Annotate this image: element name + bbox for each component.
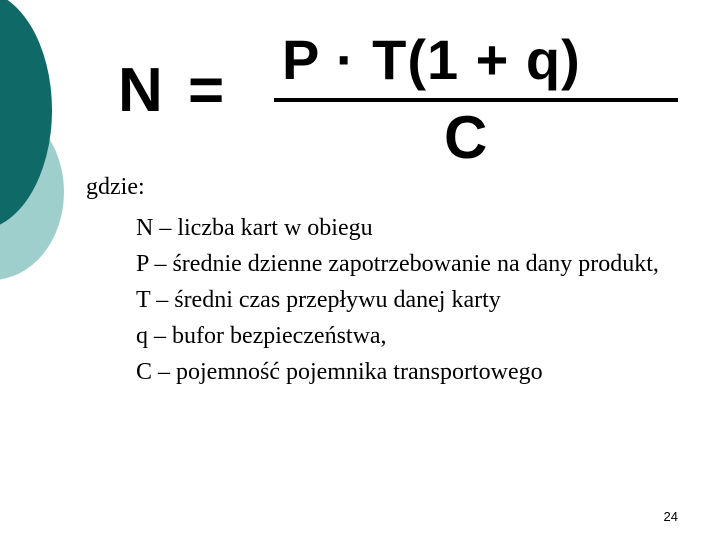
definition-list xyxy=(136,217,706,397)
fraction-bar xyxy=(274,98,678,102)
definition-p: P – średnie dzienne zapotrzebowanie na dany produkt, xyxy=(136,251,659,277)
formula-lhs: N = xyxy=(118,56,229,125)
page-number: 24 xyxy=(663,509,678,524)
formula-numerator: P · T(1 + q) xyxy=(282,28,581,91)
formula-denominator: C xyxy=(444,104,488,171)
definition-t: T – średni czas przepływu danej karty xyxy=(136,287,501,313)
formula xyxy=(0,0,720,180)
definition-n: N – liczba kart w obiegu xyxy=(136,215,373,241)
definition-c: C – pojemność pojemnika transportowego xyxy=(136,359,543,385)
definition-q: q – bufor bezpieczeństwa, xyxy=(136,323,387,349)
intro-label: gdzie: xyxy=(86,174,145,200)
